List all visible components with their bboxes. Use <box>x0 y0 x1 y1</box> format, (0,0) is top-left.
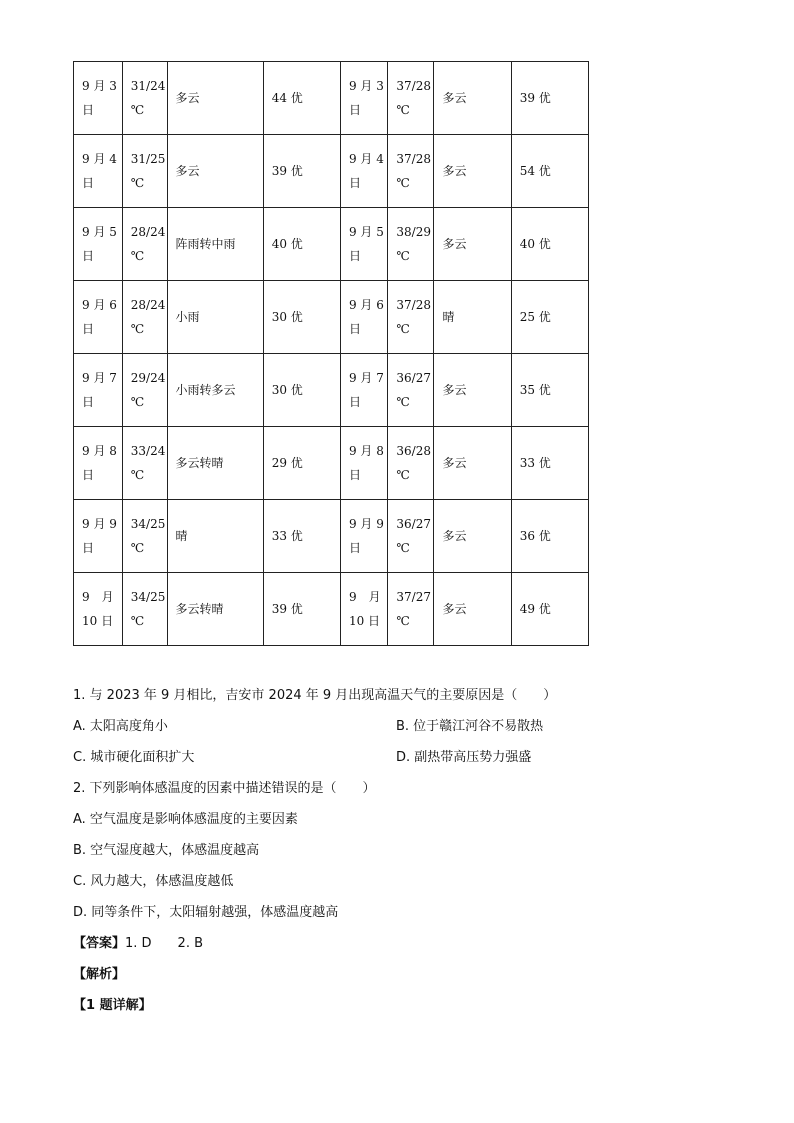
date-2024-text-line2: 日 <box>348 541 361 555</box>
temp-2023-cell <box>122 573 167 646</box>
weather-2023-cell <box>167 208 263 281</box>
date-2024-text-line2: 日 <box>348 103 361 117</box>
aqi-2023-text: 44 优 <box>271 91 303 105</box>
weather-2023-cell <box>167 427 263 500</box>
aqi-2024-text: 36 优 <box>519 529 551 543</box>
weather-2024-cell <box>434 573 511 646</box>
weather-2023-cell <box>167 135 263 208</box>
question-2-option-a: A. 空气温度是影响体感温度的主要因素 <box>73 812 298 827</box>
question-1-stem: 1. 与 2023 年 9 月相比，吉安市 2024 年 9 月出现高温天气的主要原因是（ ） <box>73 688 557 703</box>
question-1-option-b: B. 位于赣江河谷不易散热 <box>396 719 544 734</box>
aqi-2023-text: 40 优 <box>271 237 303 251</box>
date-2024-text: 9 月 6 <box>348 298 384 312</box>
weather-2024-text: 晴 <box>442 310 455 324</box>
weather-2024-text: 多云 <box>442 383 467 397</box>
date-2024-text: 9 月 3 <box>348 79 384 93</box>
date-2024-cell <box>340 573 387 646</box>
date-2023-cell <box>74 500 123 573</box>
temp-2024-text-line2: ℃ <box>396 249 410 263</box>
aqi-2023-text: 39 优 <box>271 602 303 616</box>
weather-2023-cell <box>167 354 263 427</box>
temp-2023-cell <box>122 208 167 281</box>
date-2023-cell <box>74 62 123 135</box>
temp-2023-cell <box>122 281 167 354</box>
question-1-option-c: C. 城市硬化面积扩大 <box>73 750 195 765</box>
temp-2024-cell <box>388 208 434 281</box>
table-row <box>74 281 589 354</box>
date-2023-text: 9 月 8 <box>82 444 117 458</box>
temp-2023-text: 34/25 <box>130 517 166 531</box>
temp-2024-text: 36/27 <box>396 517 431 531</box>
date-2024-cell <box>340 281 387 354</box>
question-2-stem: 2. 下列影响体感温度的因素中描述错误的是（ ） <box>73 781 376 796</box>
aqi-2024-text: 40 优 <box>519 237 551 251</box>
temp-2024-cell <box>388 354 434 427</box>
date-2024-text: 9 月 8 <box>348 444 384 458</box>
table-row <box>74 500 589 573</box>
temp-2023-text: 28/24 <box>130 298 166 312</box>
aqi-2024-cell <box>511 354 588 427</box>
aqi-2024-text: 33 优 <box>519 456 551 470</box>
weather-2024-text: 多云 <box>442 237 467 251</box>
temp-2024-text: 37/28 <box>396 298 431 312</box>
temp-2024-cell <box>388 427 434 500</box>
analysis-label: 【解析】 <box>73 967 126 982</box>
table-row <box>74 135 589 208</box>
aqi-2024-text: 39 优 <box>519 91 551 105</box>
temp-2024-text: 38/29 <box>396 225 431 239</box>
aqi-2024-cell <box>511 573 588 646</box>
date-2023-text: 9 月 <box>82 590 114 604</box>
question-2-option-c: C. 风力越大，体感温度越低 <box>73 874 234 889</box>
answer-text: 1. D 2. B <box>125 936 204 951</box>
date-2023-text-line2: 10 日 <box>82 614 114 628</box>
temp-2023-cell <box>122 62 167 135</box>
temp-2024-text-line2: ℃ <box>396 468 410 482</box>
weather-2023-cell <box>167 573 263 646</box>
temp-2024-text-line2: ℃ <box>396 395 410 409</box>
date-2024-text: 9 月 7 <box>348 371 384 385</box>
date-2023-cell <box>74 427 123 500</box>
date-2023-cell <box>74 354 123 427</box>
temp-2023-text-line2: ℃ <box>130 322 145 336</box>
weather-2024-cell <box>434 135 511 208</box>
temp-2024-text-line2: ℃ <box>396 614 410 628</box>
table-row <box>74 427 589 500</box>
aqi-2023-cell <box>263 427 340 500</box>
date-2023-text: 9 月 6 <box>82 298 117 312</box>
aqi-2023-cell <box>263 62 340 135</box>
weather-table-body <box>74 62 589 646</box>
temp-2023-cell <box>122 427 167 500</box>
date-2024-text: 9 月 9 <box>348 517 384 531</box>
aqi-2023-text: 30 优 <box>271 383 303 397</box>
date-2023-text: 9 月 3 <box>82 79 117 93</box>
temp-2024-cell <box>388 135 434 208</box>
temp-2023-cell <box>122 500 167 573</box>
temp-2023-text: 29/24 <box>130 371 166 385</box>
weather-2024-cell <box>434 354 511 427</box>
question-section <box>73 684 733 1025</box>
date-2023-cell <box>74 281 123 354</box>
aqi-2023-cell <box>263 135 340 208</box>
question-2-option-b: B. 空气湿度越大，体感温度越高 <box>73 843 260 858</box>
aqi-2023-text: 39 优 <box>271 164 303 178</box>
aqi-2024-cell <box>511 500 588 573</box>
date-2023-text-line2: 日 <box>82 468 95 482</box>
temp-2024-text: 36/28 <box>396 444 431 458</box>
temp-2023-text: 33/24 <box>130 444 166 458</box>
weather-2024-cell <box>434 62 511 135</box>
aqi-2024-text: 25 优 <box>519 310 551 324</box>
question-1-options-row-1 <box>73 715 733 746</box>
aqi-2024-cell <box>511 135 588 208</box>
temp-2023-cell <box>122 135 167 208</box>
weather-2024-cell <box>434 500 511 573</box>
weather-2023-cell <box>167 500 263 573</box>
weather-2023-text: 阵雨转中雨 <box>175 237 236 251</box>
temp-2024-text-line2: ℃ <box>396 541 410 555</box>
aqi-2023-cell <box>263 573 340 646</box>
weather-2023-text: 小雨 <box>175 310 200 324</box>
question-1-option-a: A. 太阳高度角小 <box>73 719 168 734</box>
date-2024-text-line2: 日 <box>348 395 361 409</box>
table-row <box>74 573 589 646</box>
weather-table <box>73 61 589 646</box>
detail-label: 【1 题详解】 <box>73 998 152 1013</box>
date-2024-text-line2: 10 日 <box>348 614 381 628</box>
aqi-2023-cell <box>263 281 340 354</box>
temp-2024-cell <box>388 281 434 354</box>
temp-2023-text-line2: ℃ <box>130 468 145 482</box>
temp-2023-text: 28/24 <box>130 225 166 239</box>
date-2024-cell <box>340 62 387 135</box>
aqi-2023-text: 29 优 <box>271 456 303 470</box>
question-1-option-d: D. 副热带高压势力强盛 <box>396 750 532 765</box>
temp-2024-text: 37/28 <box>396 79 431 93</box>
date-2024-cell <box>340 500 387 573</box>
date-2024-text-line2: 日 <box>348 249 361 263</box>
temp-2023-text: 31/24 <box>130 79 166 93</box>
weather-2024-cell <box>434 208 511 281</box>
weather-2024-cell <box>434 427 511 500</box>
temp-2024-cell <box>388 62 434 135</box>
weather-2023-cell <box>167 62 263 135</box>
weather-2023-text: 多云转晴 <box>175 602 224 616</box>
aqi-2023-text: 30 优 <box>271 310 303 324</box>
weather-2023-text: 晴 <box>175 529 188 543</box>
weather-2024-cell <box>434 281 511 354</box>
weather-2023-text: 多云 <box>175 164 200 178</box>
weather-2024-text: 多云 <box>442 529 467 543</box>
date-2024-text: 9 月 4 <box>348 152 384 166</box>
temp-2024-cell <box>388 500 434 573</box>
aqi-2024-cell <box>511 208 588 281</box>
date-2023-text-line2: 日 <box>82 103 95 117</box>
aqi-2024-text: 49 优 <box>519 602 551 616</box>
temp-2024-text-line2: ℃ <box>396 176 410 190</box>
answer-label: 【答案】 <box>73 936 126 951</box>
temp-2023-text-line2: ℃ <box>130 249 145 263</box>
date-2023-text-line2: 日 <box>82 176 95 190</box>
temp-2023-text-line2: ℃ <box>130 614 145 628</box>
weather-2024-text: 多云 <box>442 456 467 470</box>
date-2023-cell <box>74 135 123 208</box>
table-row <box>74 62 589 135</box>
table-row <box>74 208 589 281</box>
date-2023-text-line2: 日 <box>82 322 95 336</box>
date-2024-text-line2: 日 <box>348 468 361 482</box>
date-2023-text-line2: 日 <box>82 249 95 263</box>
date-2024-cell <box>340 135 387 208</box>
weather-2023-text: 多云 <box>175 91 200 105</box>
weather-2024-text: 多云 <box>442 602 467 616</box>
date-2023-text: 9 月 9 <box>82 517 117 531</box>
date-2024-text-line2: 日 <box>348 322 361 336</box>
temp-2024-text: 37/27 <box>396 590 431 604</box>
aqi-2024-text: 54 优 <box>519 164 551 178</box>
question-2-option-d: D. 同等条件下，太阳辐射越强，体感温度越高 <box>73 905 339 920</box>
aqi-2023-cell <box>263 354 340 427</box>
temp-2023-cell <box>122 354 167 427</box>
temp-2024-text: 37/28 <box>396 152 431 166</box>
date-2024-text: 9 月 <box>348 590 381 604</box>
date-2023-cell <box>74 208 123 281</box>
weather-2023-text: 小雨转多云 <box>175 383 236 397</box>
date-2024-cell <box>340 354 387 427</box>
date-2023-text: 9 月 5 <box>82 225 117 239</box>
date-2023-text-line2: 日 <box>82 541 95 555</box>
weather-2023-cell <box>167 281 263 354</box>
date-2024-cell <box>340 427 387 500</box>
aqi-2024-cell <box>511 427 588 500</box>
date-2023-text-line2: 日 <box>82 395 95 409</box>
aqi-2024-cell <box>511 281 588 354</box>
temp-2024-text: 36/27 <box>396 371 431 385</box>
aqi-2024-text: 35 优 <box>519 383 551 397</box>
weather-2024-text: 多云 <box>442 164 467 178</box>
answer-line <box>73 932 733 963</box>
temp-2024-text-line2: ℃ <box>396 103 410 117</box>
date-2023-text: 9 月 4 <box>82 152 117 166</box>
date-2024-cell <box>340 208 387 281</box>
weather-2024-text: 多云 <box>442 91 467 105</box>
temp-2023-text-line2: ℃ <box>130 176 145 190</box>
temp-2024-text-line2: ℃ <box>396 322 410 336</box>
temp-2023-text-line2: ℃ <box>130 103 145 117</box>
aqi-2023-cell <box>263 500 340 573</box>
question-1-options-row-2 <box>73 746 733 777</box>
date-2023-text: 9 月 7 <box>82 371 117 385</box>
aqi-2023-cell <box>263 208 340 281</box>
temp-2023-text-line2: ℃ <box>130 395 145 409</box>
aqi-2024-cell <box>511 62 588 135</box>
aqi-2023-text: 33 优 <box>271 529 303 543</box>
temp-2023-text: 34/25 <box>130 590 166 604</box>
temp-2023-text-line2: ℃ <box>130 541 145 555</box>
date-2024-text: 9 月 5 <box>348 225 384 239</box>
temp-2023-text: 31/25 <box>130 152 166 166</box>
weather-2023-text: 多云转晴 <box>175 456 224 470</box>
temp-2024-cell <box>388 573 434 646</box>
date-2024-text-line2: 日 <box>348 176 361 190</box>
table-row <box>74 354 589 427</box>
date-2023-cell <box>74 573 123 646</box>
